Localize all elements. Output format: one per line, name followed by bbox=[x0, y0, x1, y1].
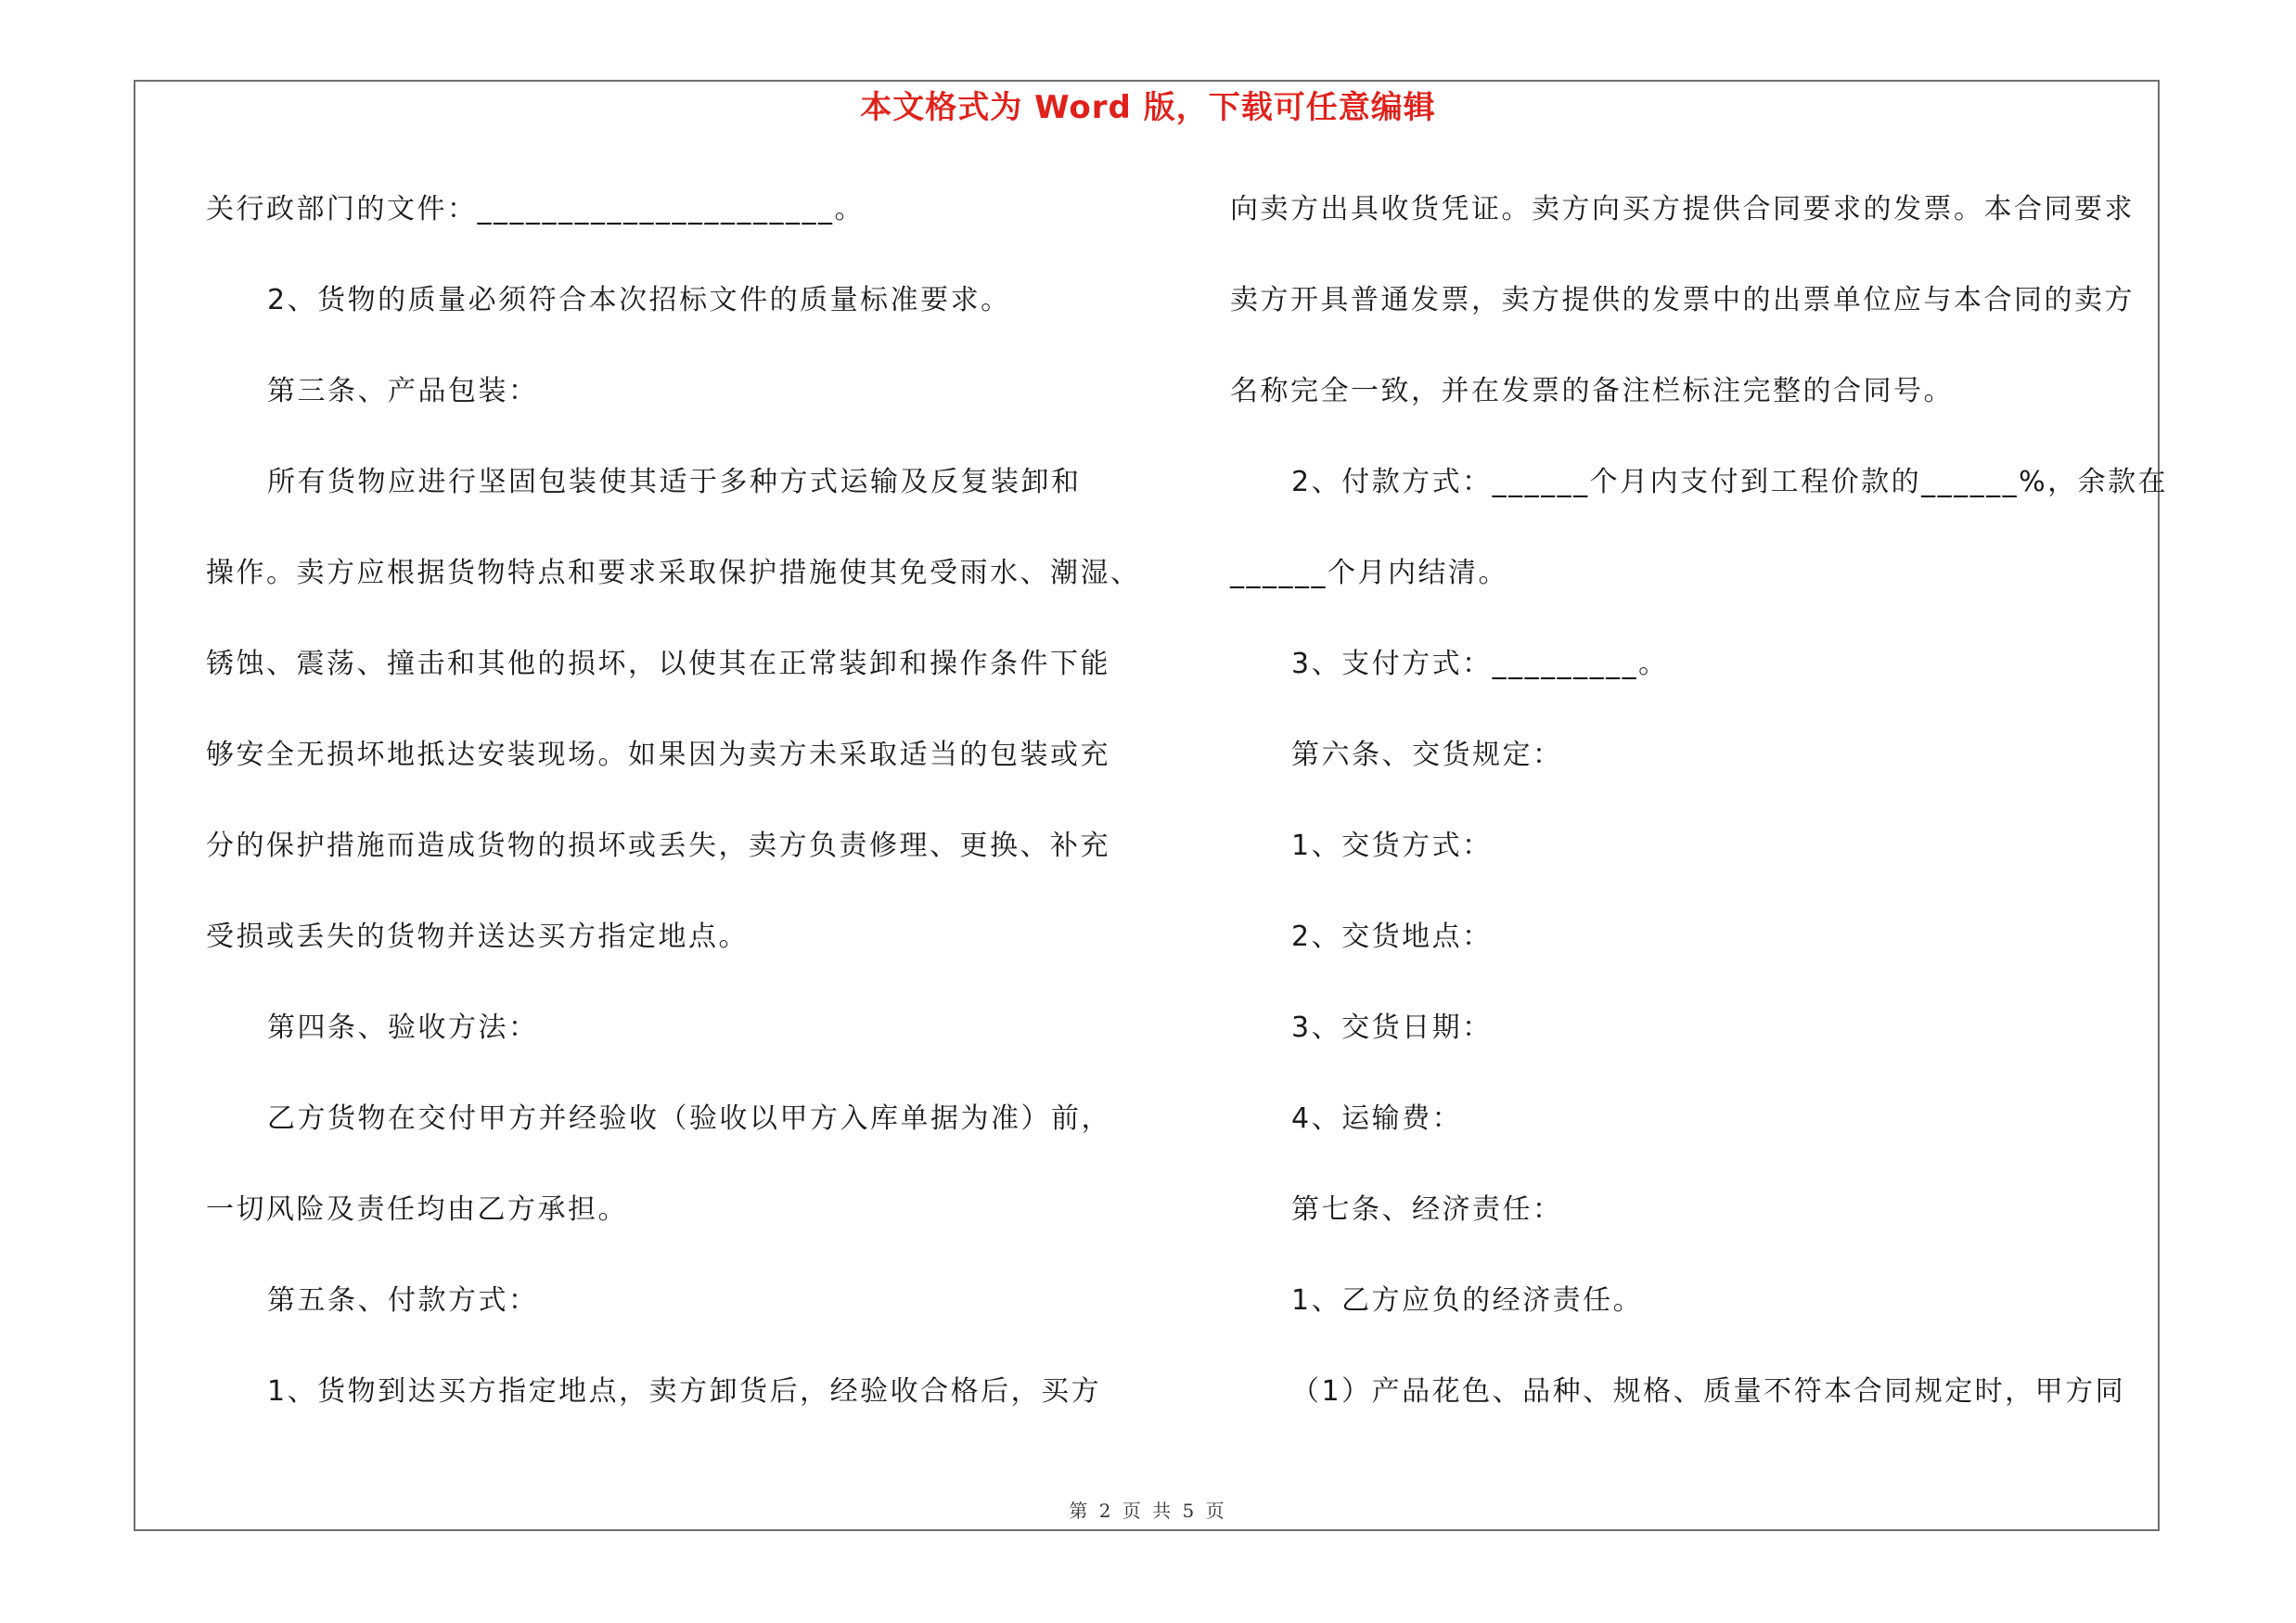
right-line-14: （1）产品花色、品种、规格、质量不符本合同规定时，甲方同 bbox=[1291, 1375, 2126, 1408]
left-line-1: 关行政部门的文件：______________________。 bbox=[206, 193, 865, 225]
left-line-11: 乙方货物在交付甲方并经验收（验收以甲方入库单据为准）前， bbox=[267, 1102, 1111, 1135]
right-line-10: 3、交货日期： bbox=[1291, 1011, 1493, 1044]
left-line-14: 1、货物到达买方指定地点，卖方卸货后，经验收合格后，买方 bbox=[267, 1375, 1102, 1408]
left-line-2: 2、货物的质量必须符合本次招标文件的质量标准要求。 bbox=[267, 284, 1011, 316]
right-line-4: 2、付款方式：______个月内支付到工程价款的______%，余款在 bbox=[1291, 466, 2169, 498]
left-line-7: 够安全无损坏地抵达安装现场。如果因为卖方未采取适当的包装或充 bbox=[206, 739, 1110, 771]
left-line-3: 第三条、产品包装： bbox=[267, 375, 539, 407]
left-line-6: 锈蚀、震荡、撞击和其他的损坏，以使其在正常装卸和操作条件下能 bbox=[206, 648, 1110, 680]
left-line-13: 第五条、付款方式： bbox=[267, 1284, 539, 1317]
right-line-5: ______个月内结清。 bbox=[1230, 557, 1508, 589]
right-line-2: 卖方开具普通发票，卖方提供的发票中的出票单位应与本合同的卖方 bbox=[1230, 284, 2135, 316]
left-line-12: 一切风险及责任均由乙方承担。 bbox=[206, 1193, 628, 1226]
left-line-10: 第四条、验收方法： bbox=[267, 1011, 539, 1044]
right-line-7: 第六条、交货规定： bbox=[1291, 739, 1563, 771]
left-line-8: 分的保护措施而造成货物的损坏或丢失，卖方负责修理、更换、补充 bbox=[206, 830, 1110, 862]
right-line-13: 1、乙方应负的经济责任。 bbox=[1291, 1284, 1644, 1317]
right-line-8: 1、交货方式： bbox=[1291, 830, 1493, 862]
left-line-9: 受损或丢失的货物并送达买方指定地点。 bbox=[206, 921, 749, 953]
right-line-9: 2、交货地点： bbox=[1291, 921, 1493, 953]
right-line-11: 4、运输费： bbox=[1291, 1102, 1463, 1135]
right-line-1: 向卖方出具收货凭证。卖方向买方提供合同要求的发票。本合同要求 bbox=[1230, 193, 2135, 225]
left-line-5: 操作。卖方应根据货物特点和要求采取保护措施使其免受雨水、潮湿、 bbox=[206, 557, 1141, 589]
right-line-3: 名称完全一致，并在发票的备注栏标注完整的合同号。 bbox=[1230, 375, 1954, 407]
right-column bbox=[1230, 182, 2169, 1455]
right-line-6: 3、支付方式：_________。 bbox=[1291, 648, 1669, 680]
left-line-4: 所有货物应进行坚固包装使其适于多种方式运输及反复装卸和 bbox=[267, 466, 1082, 498]
header-banner: 本文格式为 Word 版，下载可任意编辑 bbox=[860, 89, 1436, 126]
page-footer: 第 2 页 共 5 页 bbox=[1069, 1500, 1227, 1522]
right-line-12: 第七条、经济责任： bbox=[1291, 1193, 1563, 1226]
left-column bbox=[206, 182, 1150, 1455]
